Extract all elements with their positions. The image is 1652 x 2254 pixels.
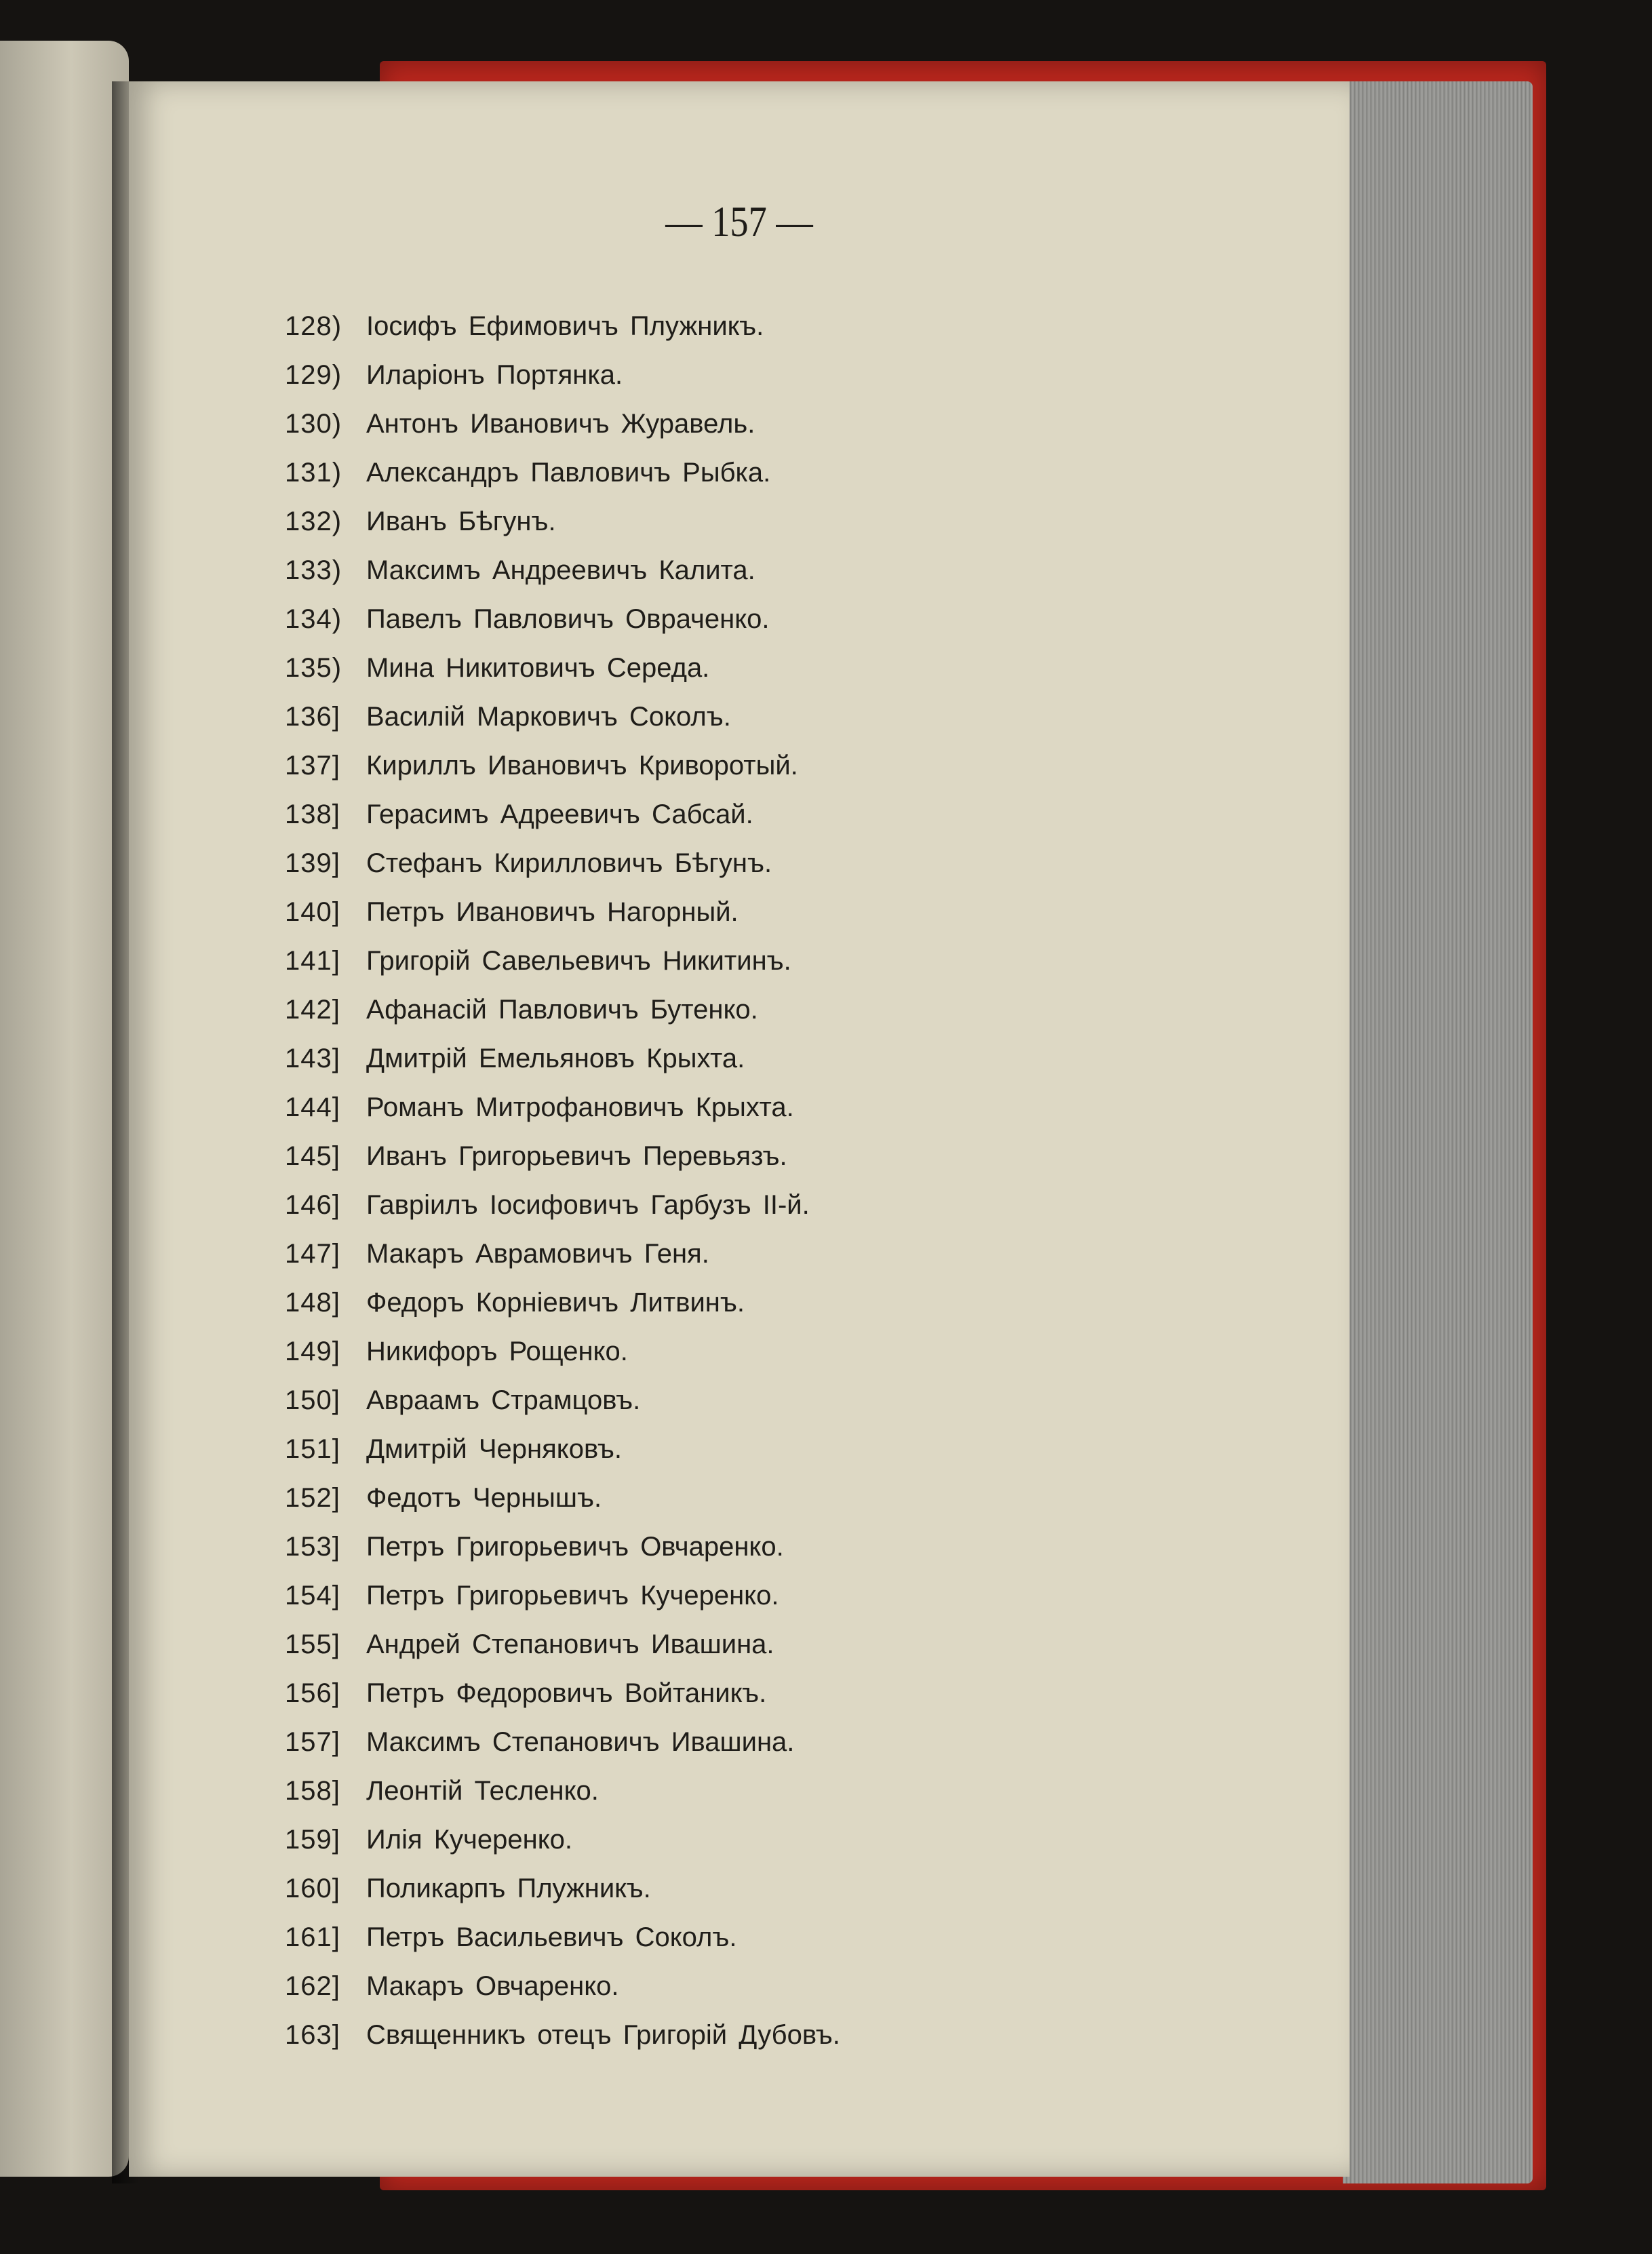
list-item bbox=[285, 1327, 1166, 1376]
entry-name: Дмитрій Черняковъ. bbox=[366, 1434, 622, 1464]
name-list bbox=[285, 302, 1166, 2059]
list-item bbox=[285, 1766, 1166, 1815]
entry-name: Максимъ Степановичъ Ивашина. bbox=[366, 1727, 795, 1757]
list-item bbox=[285, 1376, 1166, 1425]
entry-name: Макаръ Аврамовичъ Геня. bbox=[366, 1239, 709, 1269]
entry-number: 143] bbox=[285, 1044, 340, 1073]
entry-name: Іосифъ Ефимовичъ Плужникъ. bbox=[366, 311, 764, 341]
entry-number: 142] bbox=[285, 995, 340, 1025]
entry-number: 133) bbox=[285, 555, 342, 585]
list-item bbox=[285, 448, 1166, 497]
entry-number: 145] bbox=[285, 1141, 340, 1171]
entry-name: Иванъ Бѣгунъ. bbox=[366, 507, 556, 536]
entry-number: 162] bbox=[285, 1971, 340, 2001]
list-item bbox=[285, 936, 1166, 985]
list-item bbox=[285, 985, 1166, 1034]
list-item bbox=[285, 1278, 1166, 1327]
list-item bbox=[285, 1181, 1166, 1229]
entry-name: Федотъ Чернышъ. bbox=[366, 1483, 602, 1513]
entry-name: Кириллъ Ивановичъ Криворотый. bbox=[366, 751, 798, 780]
entry-number: 130) bbox=[285, 409, 342, 439]
list-item bbox=[285, 1962, 1166, 2011]
entry-number: 159] bbox=[285, 1825, 340, 1855]
list-item bbox=[285, 1913, 1166, 1962]
list-item bbox=[285, 1669, 1166, 1718]
entry-name: Дмитрій Емельяновъ Крыхта. bbox=[366, 1044, 745, 1073]
entry-number: 138] bbox=[285, 799, 340, 829]
list-item bbox=[285, 1229, 1166, 1278]
entry-name: Григорій Савельевичъ Никитинъ. bbox=[366, 946, 791, 976]
entry-name: Герасимъ Адреевичъ Сабсай. bbox=[366, 799, 753, 829]
page-number: — 157 — bbox=[665, 197, 813, 245]
entry-name: Поликарпъ Плужникъ. bbox=[366, 1874, 651, 1903]
entry-number: 129) bbox=[285, 360, 342, 390]
entry-number: 141] bbox=[285, 946, 340, 976]
entry-name: Федоръ Корніевичъ Литвинъ. bbox=[366, 1288, 745, 1318]
entry-number: 146] bbox=[285, 1190, 340, 1220]
list-item bbox=[285, 1132, 1166, 1181]
entry-name: Александръ Павловичъ Рыбка. bbox=[366, 458, 771, 488]
entry-number: 131) bbox=[285, 458, 342, 488]
list-item bbox=[285, 302, 1166, 351]
entry-name: Гавріилъ Іосифовичъ Гарбузъ II-й. bbox=[366, 1190, 810, 1220]
list-item bbox=[285, 351, 1166, 399]
entry-number: 153] bbox=[285, 1532, 340, 1562]
entry-number: 155] bbox=[285, 1629, 340, 1659]
entry-number: 149] bbox=[285, 1337, 340, 1366]
entry-name: Максимъ Андреевичъ Калита. bbox=[366, 555, 755, 585]
list-item bbox=[285, 1474, 1166, 1522]
list-item bbox=[285, 1083, 1166, 1132]
list-item bbox=[285, 595, 1166, 644]
entry-number: 140] bbox=[285, 897, 340, 927]
entry-name: Андрей Степановичъ Ивашина. bbox=[366, 1629, 774, 1659]
entry-name: Афанасій Павловичъ Бутенко. bbox=[366, 995, 758, 1025]
list-item bbox=[285, 741, 1166, 790]
entry-number: 132) bbox=[285, 507, 342, 536]
entry-name: Петръ Ивановичъ Нагорный. bbox=[366, 897, 739, 927]
entry-number: 139] bbox=[285, 848, 340, 878]
entry-name: Иванъ Григорьевичъ Перевьязъ. bbox=[366, 1141, 787, 1171]
entry-number: 160] bbox=[285, 1874, 340, 1903]
entry-number: 150] bbox=[285, 1385, 340, 1415]
entry-number: 154] bbox=[285, 1581, 340, 1610]
entry-number: 151] bbox=[285, 1434, 340, 1464]
left-page bbox=[0, 41, 129, 2177]
entry-number: 152] bbox=[285, 1483, 340, 1513]
list-item bbox=[285, 1522, 1166, 1571]
entry-number: 158] bbox=[285, 1776, 340, 1806]
entry-number: 128) bbox=[285, 311, 342, 341]
entry-name: Никифоръ Рощенко. bbox=[366, 1337, 628, 1366]
list-item bbox=[285, 790, 1166, 839]
right-page bbox=[129, 81, 1350, 2177]
entry-name: Петръ Григорьевичъ Кучеренко. bbox=[366, 1581, 779, 1610]
list-item bbox=[285, 1815, 1166, 1864]
entry-name: Авраамъ Страмцовъ. bbox=[366, 1385, 641, 1415]
list-item bbox=[285, 1718, 1166, 1766]
page-edges bbox=[1343, 81, 1533, 2183]
list-item bbox=[285, 1864, 1166, 1913]
entry-name: Иларіонъ Портянка. bbox=[366, 360, 623, 390]
entry-number: 134) bbox=[285, 604, 342, 634]
entry-name: Илія Кучеренко. bbox=[366, 1825, 573, 1855]
entry-name: Петръ Григорьевичъ Овчаренко. bbox=[366, 1532, 784, 1562]
entry-number: 157] bbox=[285, 1727, 340, 1757]
list-item bbox=[285, 2011, 1166, 2059]
entry-name: Священникъ отецъ Григорій Дубовъ. bbox=[366, 2020, 840, 2050]
list-item bbox=[285, 399, 1166, 448]
entry-number: 136] bbox=[285, 702, 340, 732]
entry-name: Романъ Митрофановичъ Крыхта. bbox=[366, 1092, 794, 1122]
entry-number: 156] bbox=[285, 1678, 340, 1708]
list-item bbox=[285, 839, 1166, 888]
entry-number: 137] bbox=[285, 751, 340, 780]
list-item bbox=[285, 497, 1166, 546]
entry-number: 161] bbox=[285, 1922, 340, 1952]
entry-name: Петръ Васильевичъ Соколъ. bbox=[366, 1922, 737, 1952]
list-item bbox=[285, 888, 1166, 936]
entry-number: 147] bbox=[285, 1239, 340, 1269]
entry-name: Стефанъ Кирилловичъ Бѣгунъ. bbox=[366, 848, 772, 878]
entry-name: Мина Никитовичъ Середа. bbox=[366, 653, 710, 683]
entry-number: 144] bbox=[285, 1092, 340, 1122]
entry-number: 135) bbox=[285, 653, 342, 683]
list-item bbox=[285, 1571, 1166, 1620]
list-item bbox=[285, 1620, 1166, 1669]
entry-name: Петръ Федоровичъ Войтаникъ. bbox=[366, 1678, 767, 1708]
entry-number: 163] bbox=[285, 2020, 340, 2050]
list-item bbox=[285, 1425, 1166, 1474]
entry-name: Антонъ Ивановичъ Журавель. bbox=[366, 409, 755, 439]
list-item bbox=[285, 692, 1166, 741]
list-item bbox=[285, 644, 1166, 692]
entry-name: Павелъ Павловичъ Овраченко. bbox=[366, 604, 770, 634]
entry-number: 148] bbox=[285, 1288, 340, 1318]
entry-name: Леонтій Тесленко. bbox=[366, 1776, 599, 1806]
list-item bbox=[285, 546, 1166, 595]
list-item bbox=[285, 1034, 1166, 1083]
entry-name: Макаръ Овчаренко. bbox=[366, 1971, 619, 2001]
entry-name: Василій Марковичъ Соколъ. bbox=[366, 702, 731, 732]
